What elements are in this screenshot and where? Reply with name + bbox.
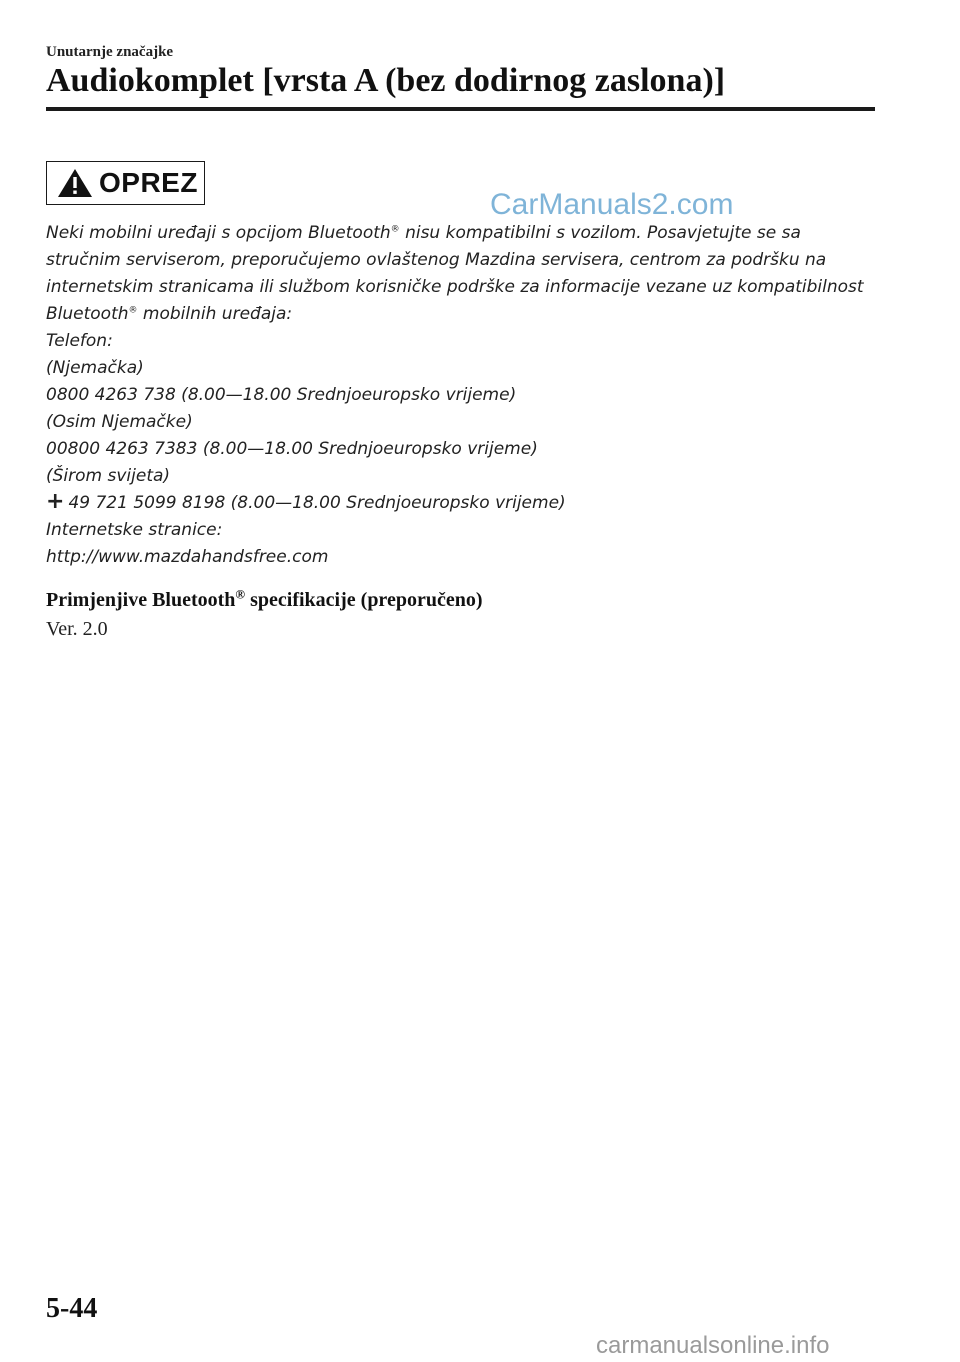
caution-badge [46, 161, 205, 205]
caution-text-end: mobilnih uređaja: [137, 304, 293, 324]
registered-mark: ® [128, 305, 138, 316]
watermark-bottom: carmanualsonline.info [596, 1332, 830, 1359]
spec-heading [46, 586, 483, 612]
page-number: 5-44 [46, 1293, 98, 1324]
caution-paragraph [46, 220, 876, 328]
caution-label: OPREZ [99, 167, 198, 198]
phone-worldwide: 49 721 5099 8198 (8.00—18.00 Srednjoeuropsko vrijeme) [68, 493, 566, 513]
website-label: Internetske stranice: [46, 520, 223, 540]
region-outside-germany: (Osim Njemačke) [46, 412, 193, 432]
spec-version: Ver. 2.0 [46, 618, 108, 640]
phone-outside-germany: 00800 4263 7383 (8.00—18.00 Srednjoeuropsko vrijeme) [46, 439, 538, 459]
website-url: http://www.mazdahandsfree.com [46, 547, 329, 567]
caution-text-start: Neki mobilni uređaji s opcijom Bluetooth [46, 223, 391, 243]
caution-text [46, 220, 876, 571]
spec-heading-end: specifikacije (preporučeno) [245, 589, 483, 611]
registered-mark: ® [235, 586, 246, 602]
page-title: Audiokomplet [vrsta A (bez dodirnog zaslona)] [46, 62, 726, 99]
region-worldwide: (Širom svijeta) [46, 466, 171, 486]
section-label: Unutarnje značajke [46, 44, 174, 60]
phone-label: Telefon: [46, 331, 113, 351]
warning-triangle-icon [57, 168, 93, 198]
spec-heading-start: Primjenjive Bluetooth [46, 589, 236, 611]
caution-text-middle: nisu kompatibilni s vozilom. Posavjetujte se sa stručnim serviserom, preporučujemo ovlaštenog Mazdina servisera, centrom za podršku na internetskim stranicama ili službom korisničke podrške za informacije vezane uz kompatibilnost Bluetooth [46, 223, 864, 324]
registered-mark: ® [390, 224, 400, 235]
phone-worldwide-row [46, 490, 876, 517]
plus-icon: + [46, 489, 65, 514]
title-divider [46, 107, 875, 111]
phone-germany: 0800 4263 738 (8.00—18.00 Srednjoeuropsko vrijeme) [46, 385, 517, 405]
region-germany: (Njemačka) [46, 358, 144, 378]
watermark-top: CarManuals2.com [490, 188, 734, 221]
